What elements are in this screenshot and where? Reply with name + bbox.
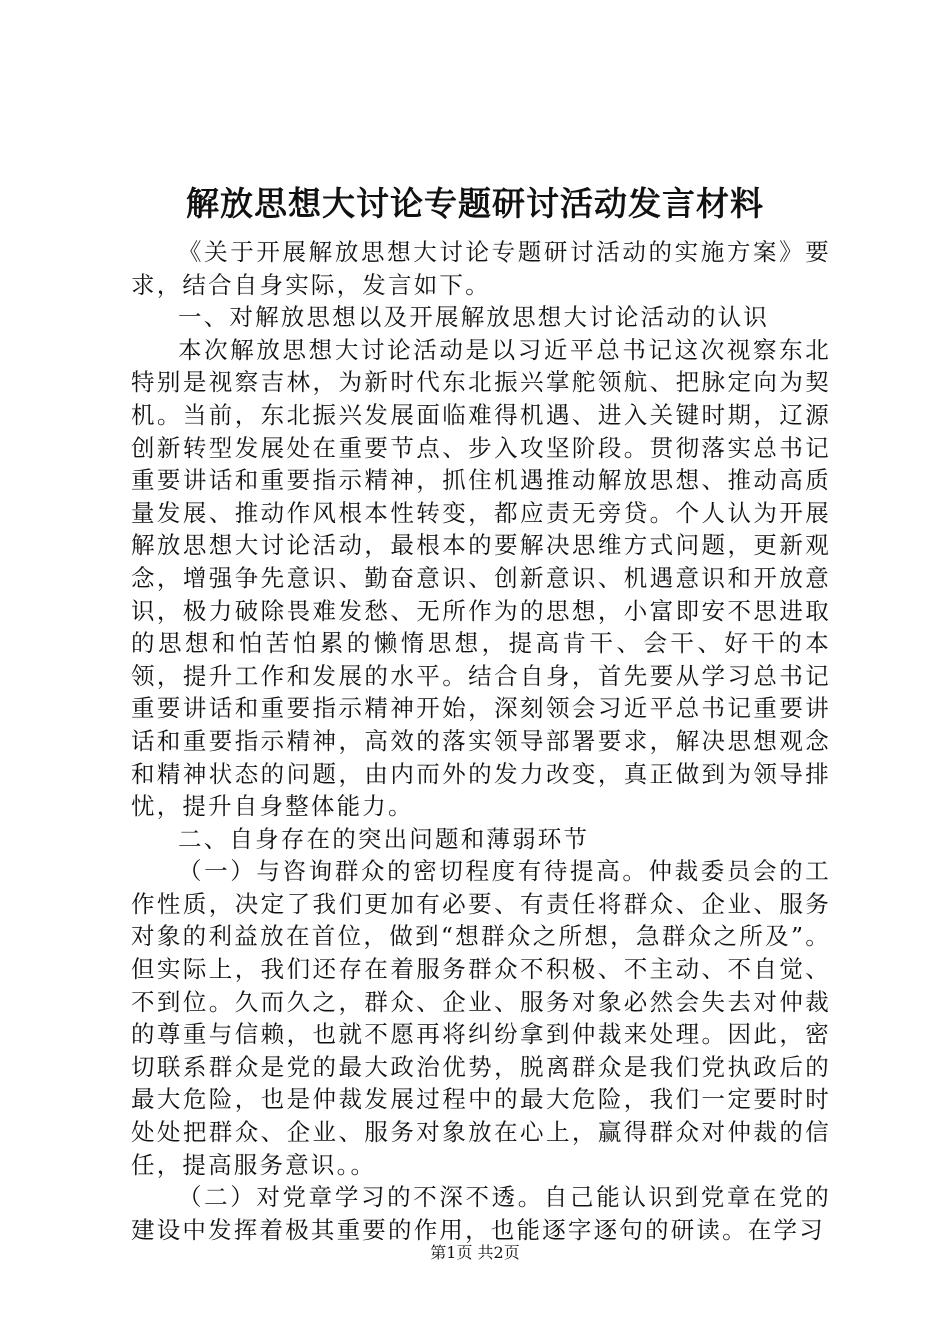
document-title: 解放思想大讨论专题研讨活动发言材料 <box>186 184 764 223</box>
intro-paragraph: 《关于开展解放思想大讨论专题研讨活动的实施方案》要求，结合自身实际，发言如下。 <box>131 238 831 299</box>
page-footer: 第1页 共2页 <box>430 1243 520 1262</box>
body-paragraph-3: （二）对党章学习的不深不透。自己能认识到党章在党的建设中发挥着极其重要的作用，也能逐字逐句的研读。在学习 <box>131 1183 831 1244</box>
section-heading-1: 一、对解放思想以及开展解放思想大讨论活动的认识 <box>178 303 770 332</box>
document-body <box>131 236 831 1246</box>
body-paragraph-2: （一）与咨询群众的密切程度有待提高。仲裁委员会的工作性质，决定了我们更加有必要、有责任将群众、企业、服务对象的利益放在首位，做到“想群众之所想，急群众之所及”。但实际上，我们还存在着服务群众不积极、不主动、不自觉、不到位。久而久之，群众、企业、服务对象必然会失去对仲裁的尊重与信赖，也就不愿再将纠纷拿到仲裁来处理。因此，密切联系群众是党的最大政治优势，脱离群众是我们党执政后的最大危险，也是仲裁发展过程中的最大危险，我们一定要时时处处把群众、企业、服务对象放在心上，赢得群众对仲裁的信任，提高服务意识。。 <box>131 857 831 1179</box>
section-heading-2: 二、自身存在的突出问题和薄弱环节 <box>178 824 590 853</box>
body-paragraph-1: 本次解放思想大讨论活动是以习近平总书记这次视察东北特别是视察吉林，为新时代东北振兴掌舵领航、把脉定向为契机。当前，东北振兴发展面临难得机遇、进入关键时期，辽源创新转型发展处在重要节点、步入攻坚阶段。贯彻落实总书记重要讲话和重要指示精神，抓住机遇推动解放思想、推动高质量发展、推动作风根本性转变，都应责无旁贷。个人认为开展解放思想大讨论活动，最根本的要解决思维方式问题，更新观念，增强争先意识、勤奋意识、创新意识、机遇意识和开放意识，极力破除畏难发愁、无所作为的思想，小富即安不思进取的思想和怕苦怕累的懒惰思想，提高肯干、会干、好干的本领，提升工作和发展的水平。结合自身，首先要从学习总书记重要讲话和重要指示精神开始，深刻领会习近平总书记重要讲话和重要指示精神，高效的落实领导部署要求，解决思想观念和精神状态的问题，由内而外的发力改变，真正做到为领导排忧，提升自身整体能力。 <box>131 335 831 821</box>
